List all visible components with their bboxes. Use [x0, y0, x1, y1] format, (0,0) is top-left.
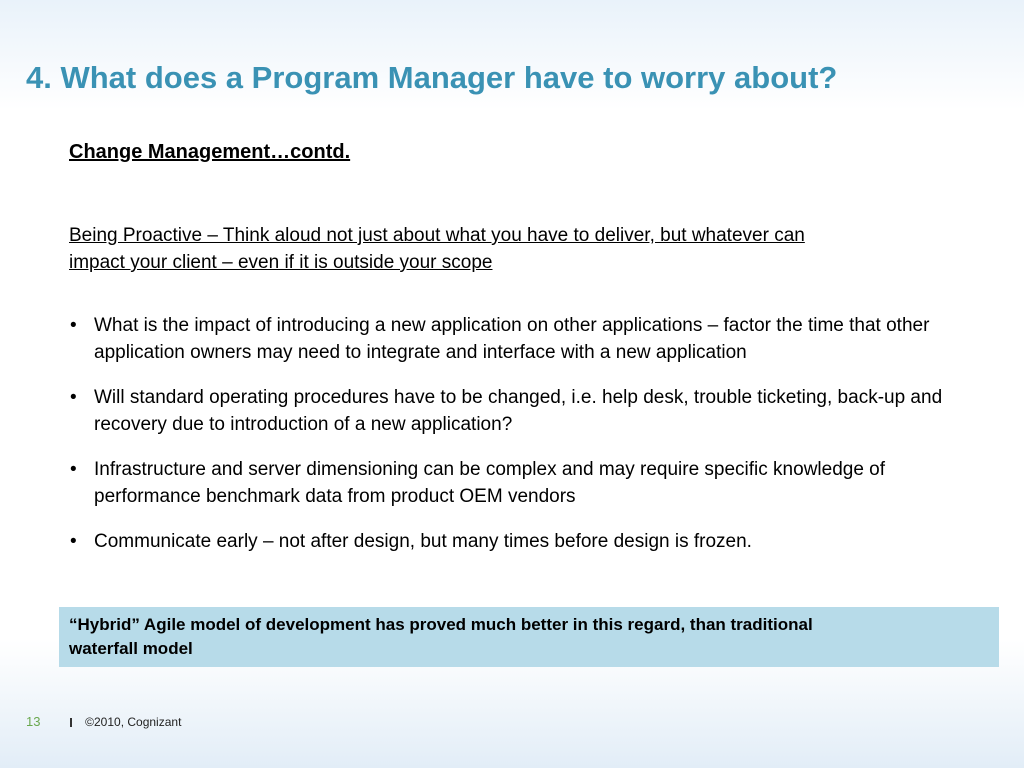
bullet-dot-icon: • [70, 531, 77, 552]
bullet-text: Communicate early – not after design, but many times before design is frozen. [94, 531, 752, 552]
callout-line-1: “Hybrid” Agile model of development has proved much better in this regard, than traditional [69, 615, 813, 634]
slide-title: 4. What does a Program Manager have to worry about? [26, 60, 838, 95]
section-subheading: Change Management…contd. [69, 141, 351, 163]
intro-paragraph [69, 222, 969, 276]
bullet-dot-icon: • [70, 387, 77, 408]
slide-footer [26, 714, 181, 729]
bullet-item [69, 384, 989, 438]
callout-line-2: waterfall model [69, 639, 193, 658]
bullet-text: What is the impact of introducing a new application on other applications – factor the time that other application owners may need to integrate and interface with a new application [94, 315, 930, 363]
bullet-item [69, 456, 989, 510]
bullet-item [69, 312, 989, 366]
bullet-dot-icon: • [70, 459, 77, 480]
footer-separator [70, 718, 72, 727]
bullet-item [69, 528, 989, 555]
intro-line-1: Being Proactive – Think aloud not just about what you have to deliver, but whatever can [69, 225, 805, 246]
bullet-text: Will standard operating procedures have to be changed, i.e. help desk, trouble ticketing, back-up and recovery due to introduction of a new application? [94, 387, 943, 435]
bullet-text: Infrastructure and server dimensioning can be complex and may require specific knowledge of performance benchmark data from product OEM vendors [94, 459, 886, 507]
intro-line-2: impact your client – even if it is outside your scope [69, 252, 493, 273]
copyright-text: ©2010, Cognizant [85, 715, 182, 729]
callout-box [59, 607, 999, 667]
bullet-dot-icon: • [70, 315, 77, 336]
bullet-list [69, 312, 989, 573]
page-number: 13 [26, 714, 41, 729]
